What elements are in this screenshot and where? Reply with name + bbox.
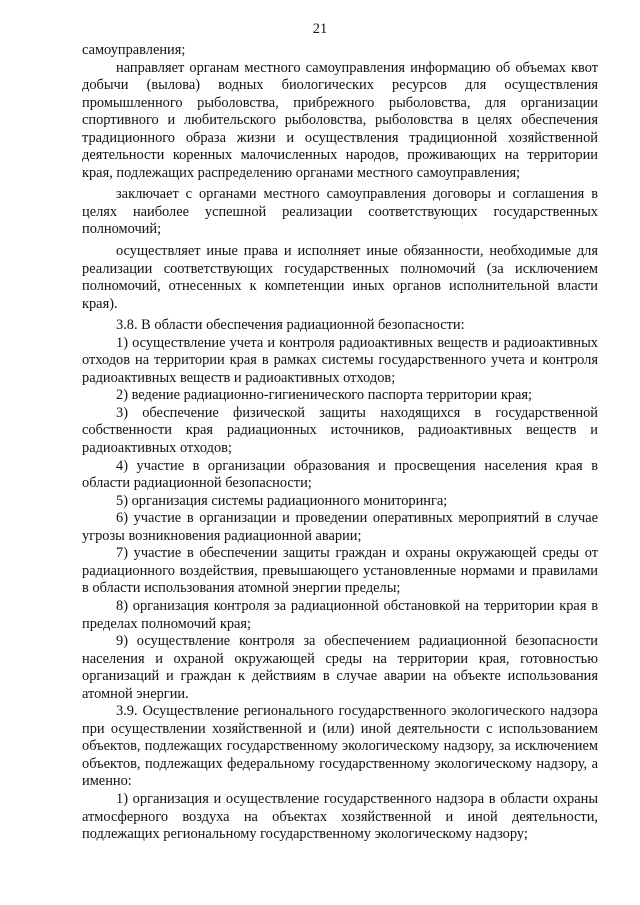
section-3-8-heading: 3.8. В области обеспечения радиационной безопасности:: [116, 317, 465, 334]
item-3-8-8: 8) организация контроля за радиационной обстановкой на территории края в пределах полномочий края;: [82, 597, 598, 632]
item-3-8-3: 3) обеспечение физической защиты находящихся в государственной собственности края радиационных источников, радиоактивных веществ и радиоактивных отходов;: [82, 404, 598, 457]
item-3-9-1: 1) организация и осуществление государственного надзора в области охраны атмосферного воздуха на объектах хозяйственной и иной деятельности, подлежащих региональному государственному экологическому надзору;: [82, 790, 598, 843]
item-3-8-2: 2) ведение радиационно-гигиенического паспорта территории края;: [116, 387, 533, 404]
paragraph-3: заключает с органами местного самоуправления договоры и соглашения в целях наиболее успешной реализации соответствующих государственных полномочий;: [82, 186, 598, 238]
page-number: 21: [312, 21, 328, 37]
item-3-8-6: 6) участие в организации и проведении оперативных мероприятий в случае угрозы возникновения радиационной аварии;: [82, 510, 598, 544]
item-3-8-7: 7) участие в обеспечении защиты граждан и охраны окружающей среды от радиационного воздействия, превышающего установленные нормами и правилами в области использования атомной энергии пределы;: [82, 545, 598, 597]
item-3-8-9: 9) осуществление контроля за обеспечением радиационной безопасности населения и охраной окружающей среды на территории края, готовностью организаций и граждан к действиям в случае аварии на объекте использования атомной энергии.: [82, 633, 598, 702]
item-3-8-5: 5) организация системы радиационного мониторинга;: [116, 492, 448, 509]
section-3-9-heading: 3.9. Осуществление регионального государственного экологического надзора при осуществлении хозяйственной и (или) иной деятельности с использованием объектов, подлежащих государственному экологическому надзору, за исключением объектов, подлежащих федеральному государственному экологическому надзору, а именно:: [82, 703, 598, 790]
document-body: [82, 42, 598, 844]
paragraph-2: направляет органам местного самоуправления информацию об объемах квот добычи (вылова) водных биологических ресурсов для осуществления промышленного рыболовства, прибрежного рыболовства, для организации спортивного и любительского рыболовства, рыболовства в целях обеспечения традиционного образа жизни и осуществления традиционной хозяйственной деятельности коренных малочисленных народов, проживающих на территории края, подлежащих распределению органами местного самоуправления;: [82, 59, 598, 181]
paragraph-1: самоуправления;: [82, 42, 186, 58]
item-3-8-1: 1) осуществление учета и контроля радиоактивных веществ и радиоактивных отходов на территории края в рамках системы государственного учета и контроля радиоактивных веществ и радиоактивных отходов;: [82, 334, 598, 386]
item-3-8-4: 4) участие в организации образования и просвещения населения края в области радиационной безопасности;: [82, 457, 598, 492]
paragraph-4: осуществляет иные права и исполняет иные обязанности, необходимые для реализации соответствующих государственных полномочий (за исключением полномочий, отнесенных к компетенции иных органов исполнительной власти края).: [82, 243, 598, 312]
